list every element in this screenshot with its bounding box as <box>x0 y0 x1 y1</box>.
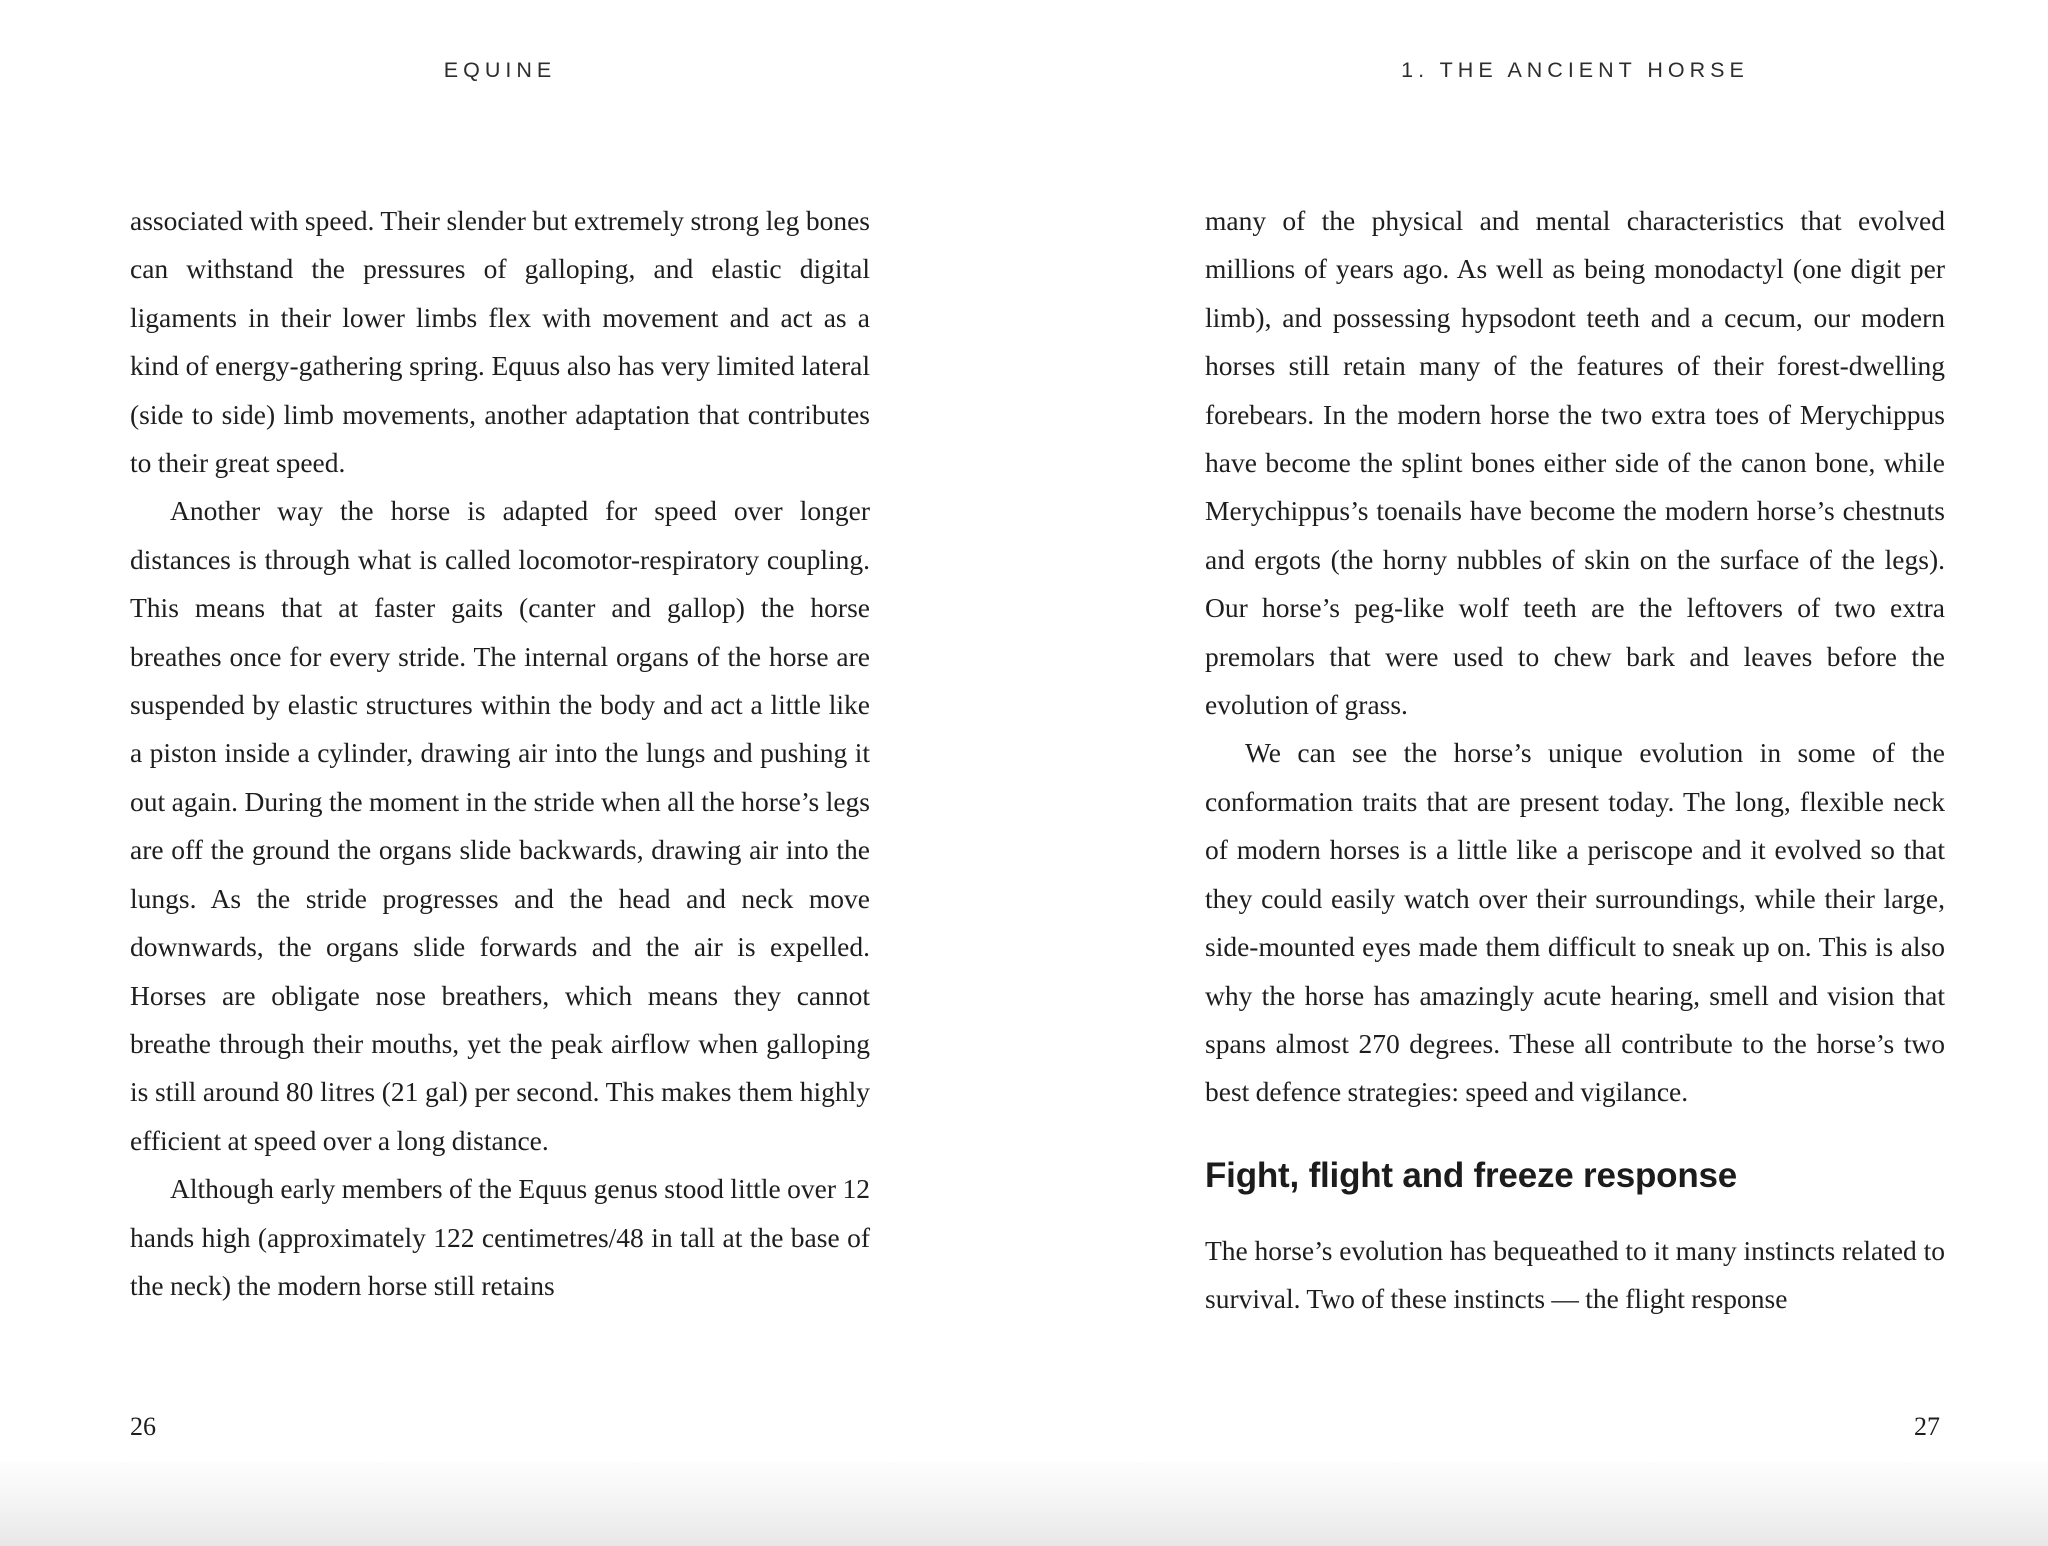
body-paragraph: many of the physical and mental characteristics that evolved millions of years ago. As well as being monodactyl (one digit per limb), and possessing hypsodont teeth and a cecum, our modern horses still retain many of the features of their forest-dwelling forebears. In the modern horse the two extra toes of Merychippus have become the splint bones either side of the canon bone, while Merychippus’s toenails have become the modern horse’s chestnuts and ergots (the horny nubbles of skin on the surface of the legs). Our horse’s peg-like wolf teeth are the leftovers of two extra premolars that were used to chew bark and leaves before the evolution of grass. <box>1205 205 1945 721</box>
page-number-right: 27 <box>1914 1412 1940 1441</box>
page-left-text-column <box>130 197 870 1310</box>
body-paragraph: The horse’s evolution has bequeathed to it many instincts related to survival. Two of these instincts — the flight response <box>1205 1234 1945 1315</box>
running-header-right: 1. THE ANCIENT HORSE <box>1401 58 1749 82</box>
section-heading: Fight, flight and freeze response <box>1205 1155 1738 1195</box>
page-right-text-column <box>1205 197 1945 1324</box>
body-paragraph: Another way the horse is adapted for speed over longer distances is through what is called locomotor-respiratory coupling. This means that at faster gaits (canter and gallop) the horse breathes once for every stride. The internal organs of the horse are suspended by elastic structures within the body and act a little like a piston inside a cylinder, drawing air into the lungs and pushing it out again. During the moment in the stride when all the horse’s legs are off the ground the organs slide backwards, drawing air into the lungs. As the stride progresses and the head and neck move downwards, the organs slide forwards and the air is expelled. Horses are obligate nose breathers, which means they cannot breathe through their mouths, yet the peak airflow when galloping is still around 80 litres (21 gal) per second. This makes them highly efficient at speed over a long distance. <box>130 495 870 1156</box>
bottom-edge-shadow <box>0 1462 2048 1546</box>
body-paragraph: associated with speed. Their slender but extremely strong leg bones can withstand the pressures of galloping, and elastic digital ligaments in their lower limbs flex with movement and act as a kind of energy-gathering spring. Equus also has very limited lateral (side to side) limb movements, another adaptation that contributes to their great speed. <box>130 205 870 479</box>
body-paragraph: Although early members of the Equus genus stood little over 12 hands high (approximately 122 centimetres/48 in tall at the base of the neck) the modern horse still retains <box>130 1173 870 1301</box>
running-header-left: EQUINE <box>443 58 557 82</box>
body-paragraph: We can see the horse’s unique evolution in some of the conformation traits that are present today. The long, flexible neck of modern horses is a little like a periscope and it evolved so that they could easily watch over their surroundings, while their large, side-mounted eyes made them difficult to sneak up on. This is also why the horse has amazingly acute hearing, smell and vision that spans almost 270 degrees. These all contribute to the horse’s two best defence strategies: speed and vigilance. <box>1205 737 1945 1108</box>
page-number-left: 26 <box>130 1412 156 1441</box>
